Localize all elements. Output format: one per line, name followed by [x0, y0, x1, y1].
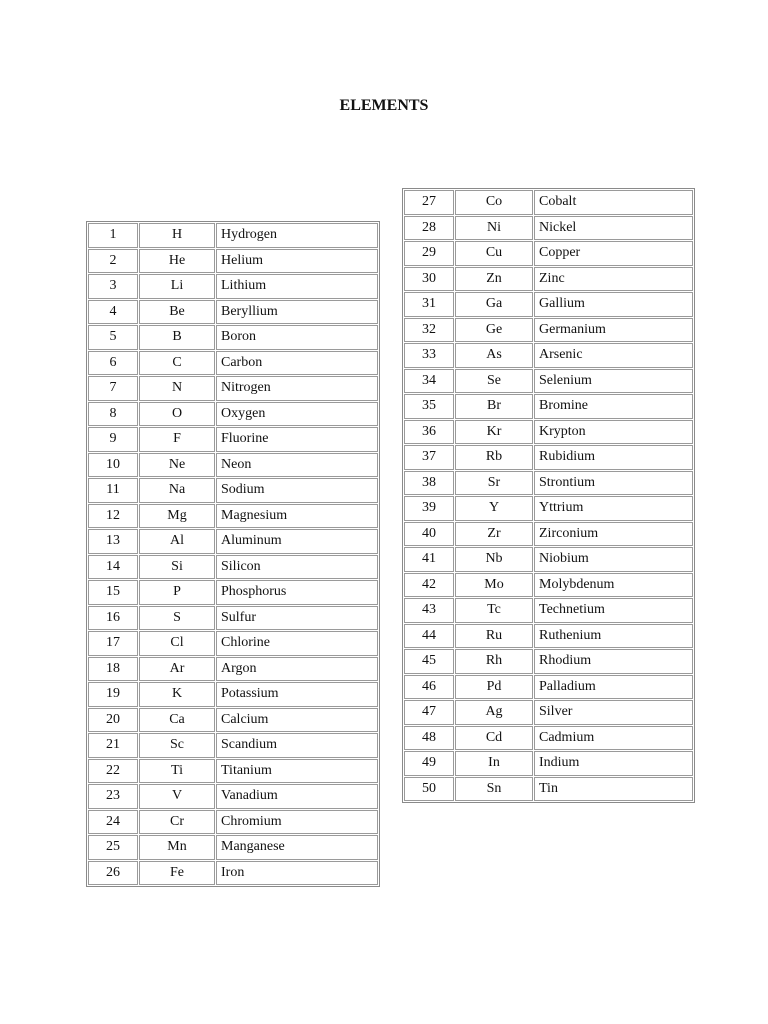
element-name-cell: Arsenic	[534, 343, 693, 368]
element-number-cell: 18	[88, 657, 138, 682]
element-symbol-cell: Ti	[139, 759, 215, 784]
element-symbol-cell: Si	[139, 555, 215, 580]
element-symbol-cell: N	[139, 376, 215, 401]
element-symbol-cell: Al	[139, 529, 215, 554]
table-row	[404, 649, 693, 674]
element-number-cell: 4	[88, 300, 138, 325]
element-number-cell: 11	[88, 478, 138, 503]
table-row	[88, 300, 378, 325]
element-symbol-cell: Be	[139, 300, 215, 325]
table-row	[88, 274, 378, 299]
element-name-cell: Technetium	[534, 598, 693, 623]
table-row	[88, 835, 378, 860]
table-row	[404, 675, 693, 700]
element-name-cell: Lithium	[216, 274, 378, 299]
element-name-cell: Zirconium	[534, 522, 693, 547]
element-number-cell: 50	[404, 777, 454, 802]
element-name-cell: Strontium	[534, 471, 693, 496]
element-symbol-cell: As	[455, 343, 533, 368]
table-row	[404, 624, 693, 649]
table-row	[88, 555, 378, 580]
table-row	[88, 631, 378, 656]
element-name-cell: Neon	[216, 453, 378, 478]
element-name-cell: Cadmium	[534, 726, 693, 751]
element-name-cell: Silicon	[216, 555, 378, 580]
element-number-cell: 49	[404, 751, 454, 776]
element-name-cell: Zinc	[534, 267, 693, 292]
table-row	[88, 682, 378, 707]
element-number-cell: 26	[88, 861, 138, 886]
element-symbol-cell: Pd	[455, 675, 533, 700]
table-row	[404, 292, 693, 317]
element-number-cell: 22	[88, 759, 138, 784]
table-row	[404, 394, 693, 419]
element-number-cell: 34	[404, 369, 454, 394]
element-name-cell: Tin	[534, 777, 693, 802]
element-symbol-cell: Li	[139, 274, 215, 299]
element-name-cell: Hydrogen	[216, 223, 378, 248]
table-row	[404, 445, 693, 470]
element-symbol-cell: Nb	[455, 547, 533, 572]
element-name-cell: Selenium	[534, 369, 693, 394]
element-name-cell: Phosphorus	[216, 580, 378, 605]
table-row	[88, 606, 378, 631]
element-name-cell: Helium	[216, 249, 378, 274]
element-number-cell: 21	[88, 733, 138, 758]
element-number-cell: 10	[88, 453, 138, 478]
table-row	[404, 190, 693, 215]
element-number-cell: 24	[88, 810, 138, 835]
element-symbol-cell: S	[139, 606, 215, 631]
element-name-cell: Scandium	[216, 733, 378, 758]
element-number-cell: 23	[88, 784, 138, 809]
element-symbol-cell: Rb	[455, 445, 533, 470]
element-number-cell: 12	[88, 504, 138, 529]
element-symbol-cell: Cl	[139, 631, 215, 656]
table-row	[88, 861, 378, 886]
element-name-cell: Oxygen	[216, 402, 378, 427]
element-number-cell: 35	[404, 394, 454, 419]
element-name-cell: Indium	[534, 751, 693, 776]
element-name-cell: Sodium	[216, 478, 378, 503]
element-name-cell: Niobium	[534, 547, 693, 572]
element-symbol-cell: Sc	[139, 733, 215, 758]
element-number-cell: 6	[88, 351, 138, 376]
element-symbol-cell: Mo	[455, 573, 533, 598]
element-name-cell: Germanium	[534, 318, 693, 343]
table-row	[404, 318, 693, 343]
table-row	[404, 343, 693, 368]
table-row	[88, 657, 378, 682]
element-number-cell: 15	[88, 580, 138, 605]
table-row	[404, 700, 693, 725]
element-symbol-cell: Tc	[455, 598, 533, 623]
element-symbol-cell: Br	[455, 394, 533, 419]
element-symbol-cell: Ca	[139, 708, 215, 733]
element-number-cell: 30	[404, 267, 454, 292]
element-symbol-cell: Ar	[139, 657, 215, 682]
element-symbol-cell: Sr	[455, 471, 533, 496]
table-row	[88, 249, 378, 274]
element-name-cell: Yttrium	[534, 496, 693, 521]
element-number-cell: 7	[88, 376, 138, 401]
element-name-cell: Rubidium	[534, 445, 693, 470]
table-row	[404, 726, 693, 751]
element-name-cell: Nickel	[534, 216, 693, 241]
table-row	[404, 777, 693, 802]
element-name-cell: Vanadium	[216, 784, 378, 809]
table-row	[404, 547, 693, 572]
element-symbol-cell: Na	[139, 478, 215, 503]
element-symbol-cell: He	[139, 249, 215, 274]
element-symbol-cell: In	[455, 751, 533, 776]
element-number-cell: 13	[88, 529, 138, 554]
element-name-cell: Chromium	[216, 810, 378, 835]
element-number-cell: 44	[404, 624, 454, 649]
element-name-cell: Argon	[216, 657, 378, 682]
element-symbol-cell: Cr	[139, 810, 215, 835]
table-row	[88, 376, 378, 401]
element-number-cell: 33	[404, 343, 454, 368]
element-symbol-cell: Mg	[139, 504, 215, 529]
table-row	[88, 504, 378, 529]
table-row	[404, 420, 693, 445]
table-row	[88, 529, 378, 554]
element-symbol-cell: Zn	[455, 267, 533, 292]
element-number-cell: 14	[88, 555, 138, 580]
element-symbol-cell: F	[139, 427, 215, 452]
element-number-cell: 41	[404, 547, 454, 572]
table-row	[404, 471, 693, 496]
element-symbol-cell: Cu	[455, 241, 533, 266]
page-title: ELEMENTS	[339, 97, 429, 114]
element-number-cell: 9	[88, 427, 138, 452]
element-name-cell: Manganese	[216, 835, 378, 860]
element-symbol-cell: Ag	[455, 700, 533, 725]
table-row	[88, 784, 378, 809]
element-symbol-cell: Ge	[455, 318, 533, 343]
element-number-cell: 31	[404, 292, 454, 317]
element-name-cell: Gallium	[534, 292, 693, 317]
element-name-cell: Rhodium	[534, 649, 693, 674]
element-number-cell: 28	[404, 216, 454, 241]
element-symbol-cell: Zr	[455, 522, 533, 547]
table-row	[88, 325, 378, 350]
table-row	[88, 733, 378, 758]
element-symbol-cell: Kr	[455, 420, 533, 445]
element-number-cell: 36	[404, 420, 454, 445]
element-number-cell: 37	[404, 445, 454, 470]
element-name-cell: Molybdenum	[534, 573, 693, 598]
element-symbol-cell: Mn	[139, 835, 215, 860]
elements-table-left	[86, 221, 380, 887]
element-number-cell: 39	[404, 496, 454, 521]
element-name-cell: Calcium	[216, 708, 378, 733]
table-row	[404, 241, 693, 266]
element-number-cell: 47	[404, 700, 454, 725]
element-number-cell: 2	[88, 249, 138, 274]
element-number-cell: 40	[404, 522, 454, 547]
element-symbol-cell: Ni	[455, 216, 533, 241]
element-name-cell: Copper	[534, 241, 693, 266]
element-number-cell: 19	[88, 682, 138, 707]
table-row	[88, 708, 378, 733]
element-name-cell: Krypton	[534, 420, 693, 445]
element-number-cell: 8	[88, 402, 138, 427]
table-row	[404, 369, 693, 394]
table-row	[404, 216, 693, 241]
table-row	[88, 453, 378, 478]
table-row	[404, 267, 693, 292]
element-name-cell: Boron	[216, 325, 378, 350]
element-symbol-cell: Ne	[139, 453, 215, 478]
element-symbol-cell: C	[139, 351, 215, 376]
element-symbol-cell: V	[139, 784, 215, 809]
table-row	[88, 427, 378, 452]
element-name-cell: Silver	[534, 700, 693, 725]
element-name-cell: Beryllium	[216, 300, 378, 325]
table-row	[88, 223, 378, 248]
element-name-cell: Fluorine	[216, 427, 378, 452]
element-symbol-cell: O	[139, 402, 215, 427]
table-row	[404, 522, 693, 547]
element-name-cell: Iron	[216, 861, 378, 886]
element-symbol-cell: H	[139, 223, 215, 248]
element-number-cell: 25	[88, 835, 138, 860]
element-symbol-cell: K	[139, 682, 215, 707]
element-name-cell: Carbon	[216, 351, 378, 376]
element-name-cell: Aluminum	[216, 529, 378, 554]
table-row	[88, 351, 378, 376]
element-number-cell: 17	[88, 631, 138, 656]
element-number-cell: 5	[88, 325, 138, 350]
element-number-cell: 38	[404, 471, 454, 496]
element-name-cell: Sulfur	[216, 606, 378, 631]
element-name-cell: Bromine	[534, 394, 693, 419]
element-symbol-cell: Sn	[455, 777, 533, 802]
element-name-cell: Chlorine	[216, 631, 378, 656]
element-symbol-cell: Rh	[455, 649, 533, 674]
element-name-cell: Cobalt	[534, 190, 693, 215]
element-name-cell: Potassium	[216, 682, 378, 707]
element-number-cell: 32	[404, 318, 454, 343]
element-number-cell: 42	[404, 573, 454, 598]
element-symbol-cell: Y	[455, 496, 533, 521]
table-row	[404, 496, 693, 521]
element-symbol-cell: Ga	[455, 292, 533, 317]
table-row	[88, 580, 378, 605]
element-number-cell: 29	[404, 241, 454, 266]
element-symbol-cell: Co	[455, 190, 533, 215]
element-symbol-cell: P	[139, 580, 215, 605]
table-row	[88, 402, 378, 427]
element-number-cell: 20	[88, 708, 138, 733]
table-row	[404, 573, 693, 598]
element-number-cell: 16	[88, 606, 138, 631]
element-name-cell: Titanium	[216, 759, 378, 784]
element-number-cell: 48	[404, 726, 454, 751]
table-row	[404, 598, 693, 623]
element-number-cell: 45	[404, 649, 454, 674]
element-number-cell: 1	[88, 223, 138, 248]
element-name-cell: Palladium	[534, 675, 693, 700]
element-symbol-cell: Ru	[455, 624, 533, 649]
table-row	[88, 478, 378, 503]
table-row	[88, 759, 378, 784]
table-row	[404, 751, 693, 776]
element-number-cell: 43	[404, 598, 454, 623]
element-symbol-cell: Cd	[455, 726, 533, 751]
element-number-cell: 27	[404, 190, 454, 215]
element-symbol-cell: B	[139, 325, 215, 350]
element-symbol-cell: Se	[455, 369, 533, 394]
element-number-cell: 46	[404, 675, 454, 700]
elements-table-right	[402, 188, 695, 803]
element-number-cell: 3	[88, 274, 138, 299]
element-symbol-cell: Fe	[139, 861, 215, 886]
table-row	[88, 810, 378, 835]
element-name-cell: Magnesium	[216, 504, 378, 529]
element-name-cell: Ruthenium	[534, 624, 693, 649]
element-name-cell: Nitrogen	[216, 376, 378, 401]
